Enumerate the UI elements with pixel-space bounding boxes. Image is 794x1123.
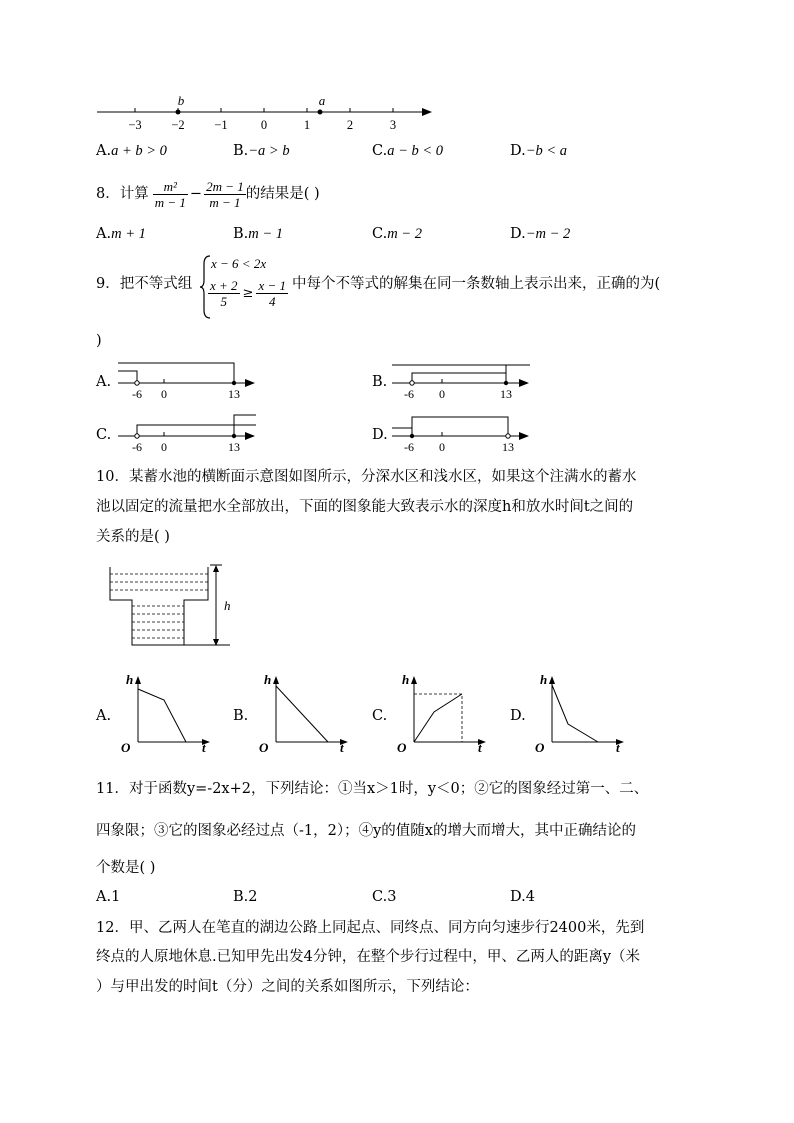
tick-label: 0 xyxy=(260,118,268,132)
q10-option-c-key[interactable]: C. xyxy=(372,708,388,724)
q9-option-c-graph[interactable] xyxy=(113,410,263,452)
q9-option-a-key[interactable]: A. xyxy=(96,374,112,390)
q10-option-b-key[interactable]: B. xyxy=(233,708,249,724)
q9-stem-prefix: 9．把不等式组 xyxy=(96,276,193,292)
q9-stem-suffix: 中每个不等式的解集在同一条数轴上表示出来，正确的为( xyxy=(292,276,661,292)
q7-option-b[interactable]: B.−a > b xyxy=(233,143,290,159)
svg-text:t: t xyxy=(478,740,482,754)
q12-stem-line-1: 12．甲、乙两人在笔直的湖边公路上同起点、同终点、同方向匀速步行2400米，先到 xyxy=(96,920,645,936)
q11-option-a[interactable]: A.1 xyxy=(96,889,121,905)
q8-option-b[interactable]: B.m − 1 xyxy=(233,226,284,242)
q9-option-b-graph[interactable] xyxy=(387,358,537,400)
svg-text:O: O xyxy=(121,740,131,754)
tick-label: 2 xyxy=(346,118,354,132)
q9-option-b-key[interactable]: B. xyxy=(372,374,388,390)
tick-label: −3 xyxy=(128,118,142,132)
axis-label: -6 xyxy=(404,387,414,400)
q10-option-d-key[interactable]: D. xyxy=(510,708,526,724)
q11-stem-line-1: 11．对于函数y=-2x+2，下列结论：①当x＞1时，y＜0；②它的图象经过第一、二、 xyxy=(96,781,649,797)
axis-label: 0 xyxy=(161,387,167,400)
svg-text:O: O xyxy=(259,740,269,754)
svg-text:h: h xyxy=(126,672,134,687)
point-b-label: b xyxy=(177,93,185,108)
point-a-label: a xyxy=(318,93,326,108)
axis-label: -6 xyxy=(132,440,142,452)
q11-stem-line-3: 个数是( ) xyxy=(96,860,156,876)
q11-option-d[interactable]: D.4 xyxy=(510,889,535,905)
axis-label: 0 xyxy=(439,387,445,400)
q12-stem-line-2: 终点的人原地休息.已知甲先出发4分钟，在整个步行过程中，甲、乙两人的距离y（米 xyxy=(96,949,641,965)
q9-option-d-graph[interactable] xyxy=(387,410,537,452)
q9-inequality-2: $\frac{x + 2}{5}$ ≥ $\frac{x - 1}{4}$ xyxy=(210,278,286,309)
axis-label: -6 xyxy=(132,387,142,400)
q10-option-c-graph[interactable] xyxy=(390,668,490,754)
tick-label: −2 xyxy=(171,118,185,132)
q10-option-a-key[interactable]: A. xyxy=(96,708,112,724)
q10-option-a-graph[interactable] xyxy=(114,668,214,754)
q10-stem-line-1: 10．某蓄水池的横断面示意图如图所示，分深水区和浅水区，如果这个注满水的蓄水 xyxy=(96,469,637,485)
q8-stem: 8．计算 $\frac{\text{m²}}{m - 1}$ − $\frac{2m - 1}{m - 1}$ 的结果是( ) xyxy=(96,178,320,210)
axis-label: 13 xyxy=(228,387,240,400)
q8-option-c[interactable]: C.m − 2 xyxy=(372,226,422,242)
q7-option-d[interactable]: D.−b < a xyxy=(510,143,568,159)
q8-option-a[interactable]: A.m + 1 xyxy=(96,226,146,242)
pool-depth-label: h xyxy=(224,598,231,613)
tick-label: 3 xyxy=(389,118,397,132)
q10-option-b-graph[interactable] xyxy=(252,668,352,754)
q9-option-c-key[interactable]: C. xyxy=(96,427,112,443)
axis-label: 0 xyxy=(161,440,167,452)
svg-text:O: O xyxy=(397,740,407,754)
svg-text:h: h xyxy=(402,672,410,687)
q9-stem-close: ) xyxy=(96,333,102,349)
axis-label: 13 xyxy=(500,387,512,400)
q10-stem-line-3: 关系的是( ) xyxy=(96,529,170,545)
svg-text:t: t xyxy=(202,740,206,754)
q10-option-d-graph[interactable] xyxy=(528,668,628,754)
q11-option-b[interactable]: B.2 xyxy=(233,889,258,905)
q12-stem-line-3: ）与甲出发的时间t（分）之间的关系如图所示，下列结论： xyxy=(96,979,479,995)
axis-label: 13 xyxy=(228,440,240,452)
axis-label: -6 xyxy=(404,440,414,452)
svg-text:h: h xyxy=(264,672,272,687)
q9-option-a-graph[interactable] xyxy=(113,358,263,400)
axis-label: 0 xyxy=(439,440,445,452)
q7-number-line xyxy=(90,92,440,134)
svg-text:O: O xyxy=(535,740,545,754)
svg-text:t: t xyxy=(340,740,344,754)
tick-label: −1 xyxy=(214,118,228,132)
axis-label: 13 xyxy=(502,440,514,452)
pool-cross-section xyxy=(100,562,240,652)
svg-text:t: t xyxy=(616,740,620,754)
q8-option-d[interactable]: D.−m − 2 xyxy=(510,226,571,242)
q11-option-c[interactable]: C.3 xyxy=(372,889,397,905)
q11-stem-line-2: 四象限；③它的图象必经过点（-1，2）；④y的值随x的增大而增大，其中正确结论的 xyxy=(96,823,636,839)
q9-inequality-1: x − 6 < 2x xyxy=(211,256,267,271)
svg-text:h: h xyxy=(540,672,548,687)
q9-option-d-key[interactable]: D. xyxy=(372,427,388,443)
q10-stem-line-2: 池以固定的流量把水全部放出，下面的图象能大致表示水的深度h和放水时间t之间的 xyxy=(96,499,634,515)
q7-option-a[interactable]: A.a + b > 0 xyxy=(96,143,167,159)
q7-option-c[interactable]: C.a − b < 0 xyxy=(372,143,444,159)
tick-label: 1 xyxy=(303,118,311,132)
